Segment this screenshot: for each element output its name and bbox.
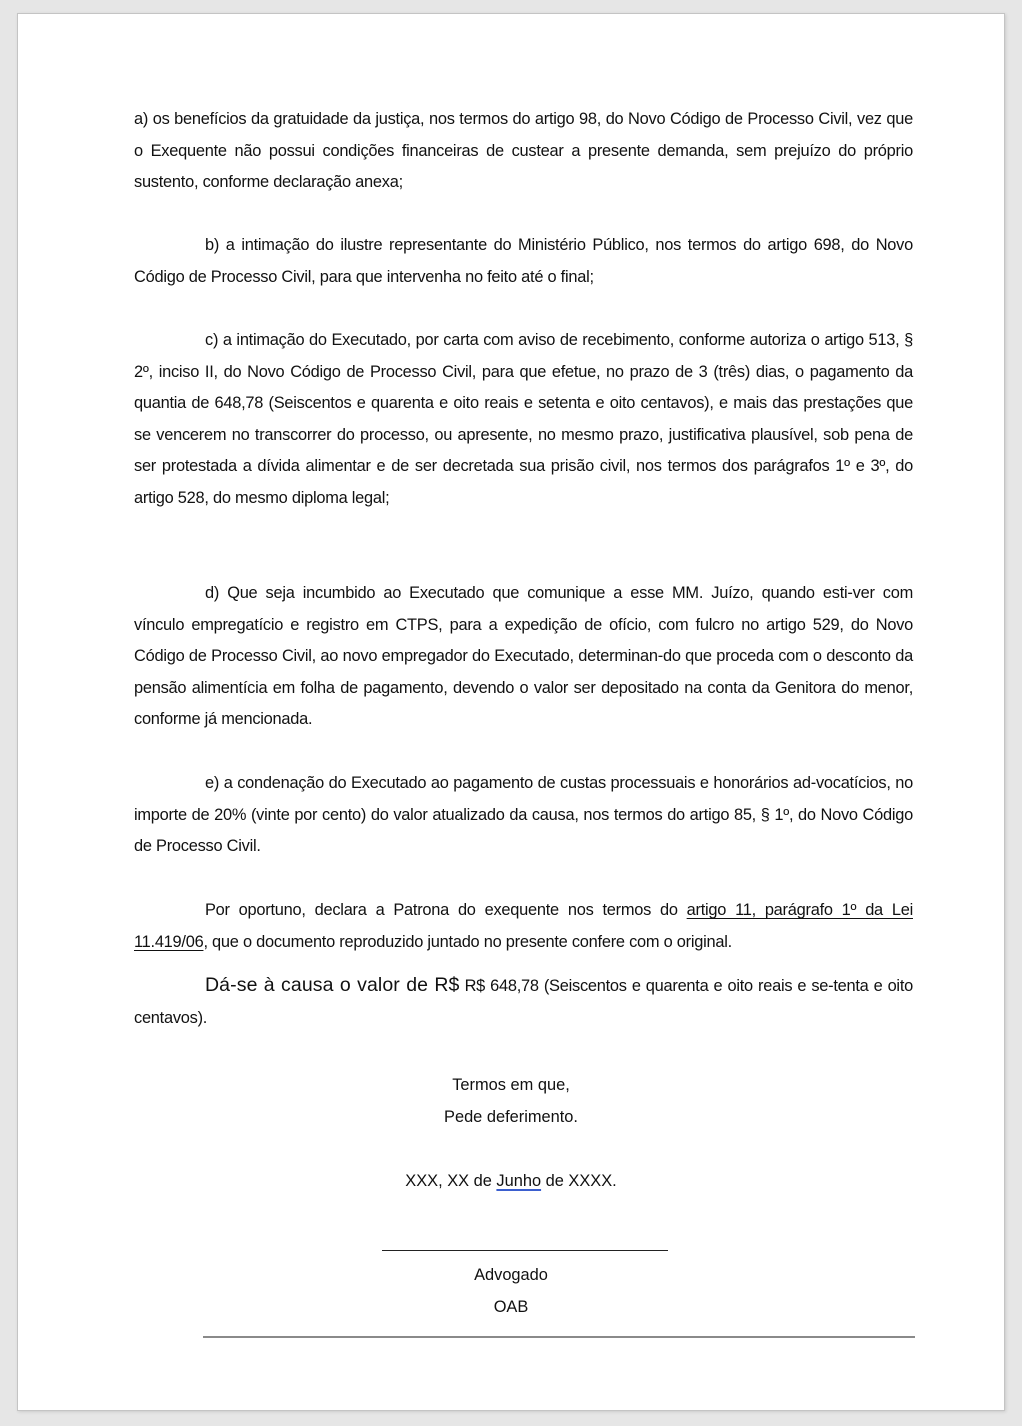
date-before: XXX, XX de xyxy=(405,1172,497,1190)
signature-role: Advogado xyxy=(474,1266,548,1284)
paragraph-b: b) a intimação do ilustre representante do Ministério Público, nos termos do artigo 698, do Novo Código de Processo Civil, para que intervenha no feito até o final; xyxy=(134,236,913,286)
value-clause-lead: Dá-se à causa o valor de R$ xyxy=(205,974,460,996)
date-line xyxy=(18,1172,1004,1191)
footer-divider xyxy=(203,1336,915,1338)
date-after: de XXXX. xyxy=(541,1172,617,1190)
paragraph-value xyxy=(134,970,913,1034)
paragraph-e: e) a condenação do Executado ao pagamento de custas processuais e honorários ad-vocatícios, no importe de 20% (vinte por cento) do valor atualizado da causa, nos termos do artigo 85, § 1º, do Novo Código de Processo Civil. xyxy=(134,774,913,856)
date-month: Junho xyxy=(496,1172,542,1190)
signature-registry: OAB xyxy=(493,1298,529,1316)
value-clause-rest: R$ 648,78 (Seiscentos e quarenta e oito reais e se-tenta e oito centavos). xyxy=(134,977,913,1027)
closing-line-2: Pede deferimento. xyxy=(444,1108,578,1126)
closing-line-1: Termos em que, xyxy=(452,1076,570,1094)
paragraph-d: d) Que seja incumbido ao Executado que comunique a esse MM. Juízo, quando esti-ver com vínculo empregatício e registro em CTPS, para a expedição de ofício, com fulcro no artigo 529, do Novo Código de Processo Civil, ao novo empregador do Executado, determinan-do que proceda com o desconto da pensão alimentícia em folha de pagamento, devendo o valor ser depositado na conta da Genitora do menor, conforme já mencionada. xyxy=(134,584,913,729)
law-reference: artigo 11, parágrafo 1º da Lei 11.419/06 xyxy=(134,901,913,951)
paragraph-c: c) a intimação do Executado, por carta com aviso de recebimento, conforme autoriza o artigo 513, § 2º, inciso II, do Novo Código de Processo Civil, para que efetue, no prazo de 3 (três) dias, o pagamento da quantia de 648,78 (Seiscentos e quarenta e oito reais e setenta e oito centavos), e mais das prestações que se vencerem no transcorrer do processo, ou apresente, no mesmo prazo, justificativa plausível, sob pena de ser protestada a dívida alimentar e de ser decretada sua prisão civil, nos termos dos parágrafos 1º e 3º, do artigo 528, do mesmo diploma legal; xyxy=(134,331,913,507)
document-page xyxy=(17,13,1005,1411)
signature-line xyxy=(382,1250,668,1251)
declaration-text-after: , que o documento reproduzido juntado no presente confere com o original. xyxy=(203,932,732,951)
paragraph-declaration xyxy=(134,895,913,958)
declaration-text-before: Por oportuno, declara a Patrona do exequente nos termos do xyxy=(205,901,687,919)
paragraph-a: a) os benefícios da gratuidade da justiça, nos termos do artigo 98, do Novo Código de Processo Civil, vez que o Exequente não possui condições financeiras de custear a presente demanda, sem prejuízo do próprio sustento, conforme declaração anexa; xyxy=(134,110,913,192)
